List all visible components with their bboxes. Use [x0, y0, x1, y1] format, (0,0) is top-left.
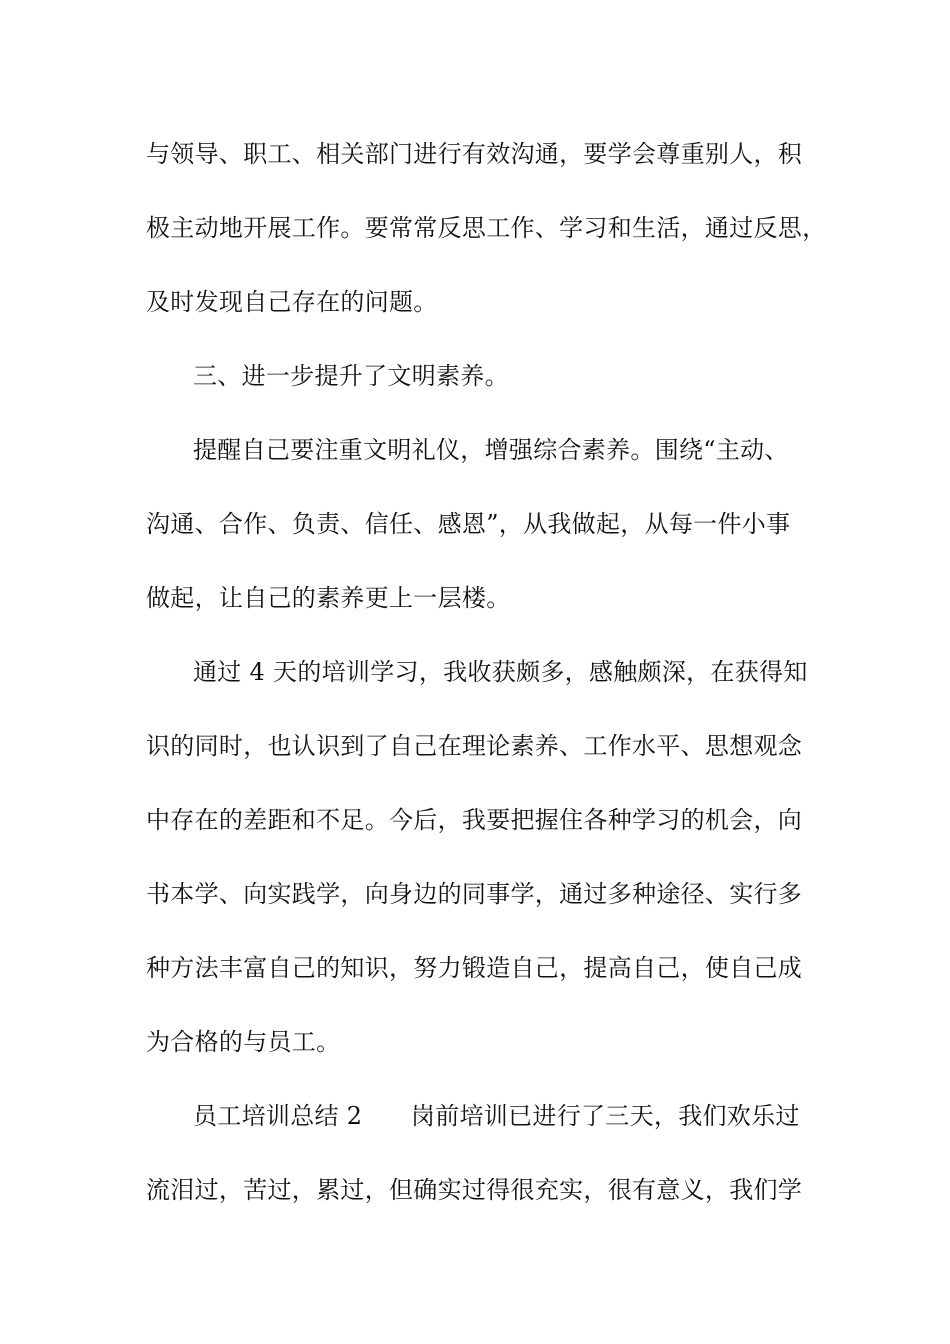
section-heading: 三、进一步提升了文明素养。	[193, 362, 509, 390]
text-line: 种方法丰富自己的知识，努力锻造自己，提高自己，使自己成	[146, 954, 803, 982]
text-line: 员工培训总结 2 岗前培训已进行了三天，我们欢乐过	[193, 1102, 800, 1130]
text-line: 流泪过，苦过，累过，但确实过得很充实，很有意义，我们学	[146, 1176, 803, 1204]
text-line: 与领导、职工、相关部门进行有效沟通，要学会尊重别人，积	[146, 140, 803, 168]
text-line: 提醒自己要注重文明礼仪，增强综合素养。围绕“主动、	[193, 436, 789, 464]
text-line: 书本学、向实践学，向身边的同事学，通过多种途径、实行多	[146, 880, 803, 908]
text-line: 沟通、合作、负责、信任、感恩”，从我做起，从每一件小事	[146, 510, 791, 538]
text-line: 为合格的与员工。	[146, 1028, 341, 1056]
text-line: 做起，让自己的素养更上一层楼。	[146, 584, 511, 612]
text-line: 识的同时，也认识到了自己在理论素养、工作水平、思想观念	[146, 732, 803, 760]
text-line: 极主动地开展工作。要常常反思工作、学习和生活，通过反思，	[146, 214, 827, 242]
text-line: 通过 4 天的培训学习，我收获颇多，感触颇深，在获得知	[193, 658, 808, 686]
text-line: 及时发现自己存在的问题。	[146, 288, 438, 316]
text-line: 中存在的差距和不足。今后，我要把握住各种学习的机会，向	[146, 806, 803, 834]
